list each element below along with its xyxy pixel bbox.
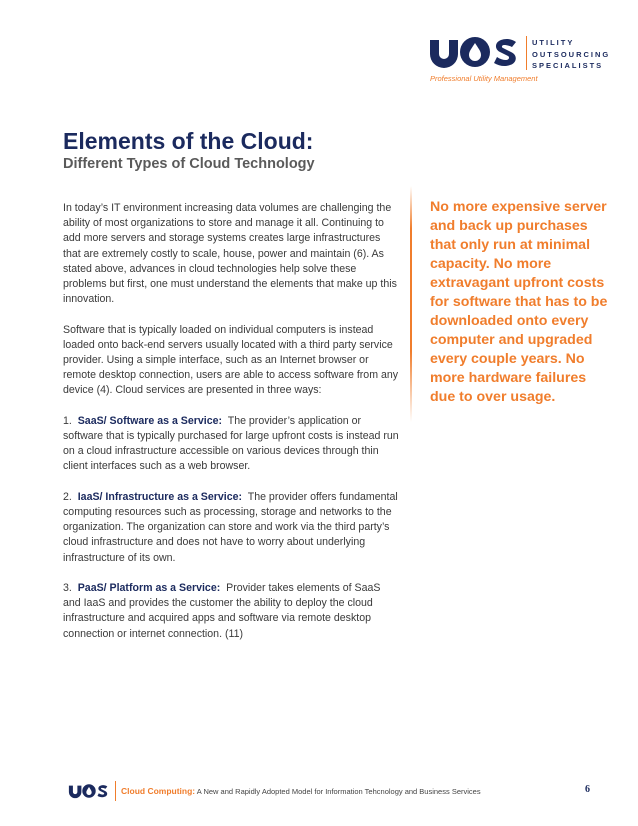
quote-divider bbox=[410, 186, 412, 422]
logo-divider bbox=[526, 36, 527, 70]
list-item-saas bbox=[63, 414, 399, 475]
page-subtitle: Different Types of Cloud Technology bbox=[63, 156, 315, 172]
company-logo bbox=[428, 36, 618, 84]
page-footer bbox=[68, 781, 598, 803]
uos-logo-mark bbox=[428, 36, 522, 68]
list-item-paas bbox=[63, 581, 399, 642]
paragraph-software: Software that is typically loaded on individual computers is instead loaded onto back-end servers usually located with a third party service provider. Using a simple interface, such as an Internet browser or remote desktop connection, users are able to access software from any device (4). Cloud services are presented in three ways: bbox=[63, 323, 399, 397]
item-text: The provider offers fundamental computing resources such as processing, storage and networks to the organization. The organization can store and work via the third party’s cloud infrastructure and does not have to worry about underlying infrastructure of its own. bbox=[63, 490, 398, 564]
item-term: IaaS/ Infrastructure as a Service: bbox=[77, 490, 243, 503]
item-term: SaaS/ Software as a Service: bbox=[77, 414, 223, 427]
logo-wordmark bbox=[532, 37, 610, 72]
item-number: 3. bbox=[63, 582, 72, 595]
item-text: The provider’s application or software that is typically purchased for large upfront costs is instead run on a cloud infrastructure accessible on various devices through thin client interfaces such as a web browser. bbox=[63, 414, 399, 473]
pull-quote: No more expensive server and back up purchases that only run at minimal capacity. No more extravagant upfront costs for software that has to be downloaded onto every computer and upgraded every couple years. No more hardware failures due to over usage. bbox=[430, 199, 608, 405]
logo-line-2: OUTSOURCING bbox=[532, 49, 611, 59]
paragraph-intro: In today’s IT environment increasing data volumes are challenging the ability of most organizations to store and manage it all. Continuing to add more servers and storage systems creates large infrastructures that are extremely costly to scale, house, power and maintain (6). As stated above, advances in cloud technologies help solve these problems but first, one must understand the elements that make up this innovation. bbox=[63, 202, 397, 306]
item-number: 2. bbox=[63, 490, 72, 503]
footer-divider bbox=[115, 781, 116, 801]
logo-line-1: UTILITY bbox=[532, 38, 575, 47]
item-number: 1. bbox=[63, 414, 72, 427]
logo-line-3: SPECIALISTS bbox=[532, 61, 604, 70]
footer-description: A New and Rapidly Adopted Model for Information Tehcnology and Business Services bbox=[196, 787, 481, 796]
footer-label: Cloud Computing: bbox=[121, 786, 196, 796]
footer-caption bbox=[121, 786, 481, 796]
body-text bbox=[63, 201, 399, 642]
item-term: PaaS/ Platform as a Service: bbox=[77, 582, 221, 595]
logo-tagline: Professional Utility Management bbox=[430, 74, 538, 83]
list-item-iaas bbox=[63, 490, 399, 566]
page-title: Elements of the Cloud: bbox=[63, 128, 314, 154]
item-text: Provider takes elements of SaaS and IaaS and provides the customer the ability to deploy the cloud infrastructure and acquired apps and software via remote desktop connection or internet connection. (11) bbox=[63, 582, 381, 640]
page-number: 6 bbox=[585, 784, 590, 795]
footer-logo-icon bbox=[68, 783, 110, 799]
